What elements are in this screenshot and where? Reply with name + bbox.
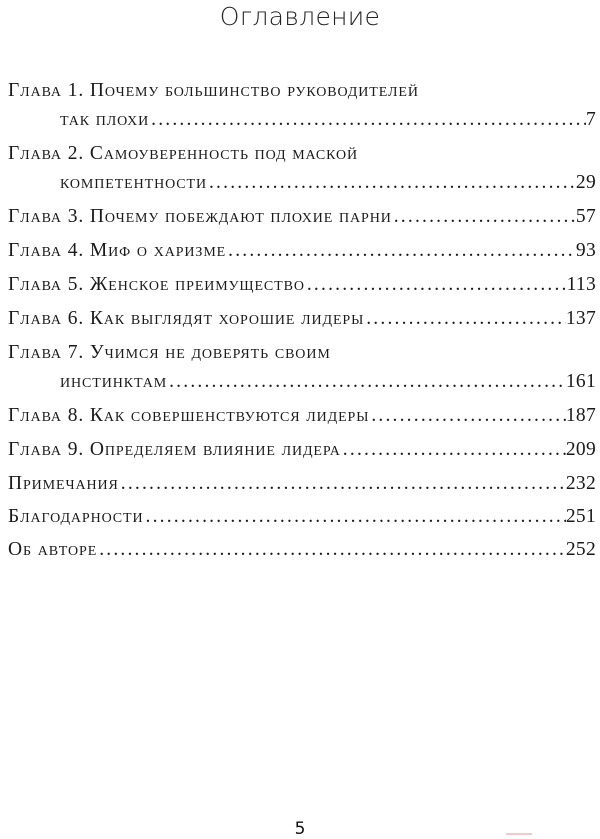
toc-entry-notes[interactable] — [8, 469, 596, 498]
toc-entry-title: Глава 5. Женское преимущество — [8, 274, 305, 295]
dot-leader — [369, 401, 566, 430]
toc-entry-title: Глава 8. Как совершенствуются лидеры — [8, 405, 370, 426]
toc-page-number: 29 — [575, 172, 596, 193]
toc-page-number: 137 — [565, 308, 596, 329]
toc-page-number: 161 — [565, 371, 596, 392]
dot-leader — [305, 270, 567, 299]
toc-entry-chapter-8[interactable] — [8, 401, 596, 430]
toc-entry-chapter-2[interactable] — [8, 139, 596, 197]
toc-entry-title-continuation: компетентности — [60, 172, 207, 193]
toc-entry-title: Благодарности — [8, 506, 144, 527]
page-title: Оглавление — [219, 2, 381, 31]
toc-page-number: 93 — [575, 240, 596, 261]
dot-leader — [119, 469, 566, 498]
toc-entry-chapter-1[interactable] — [8, 76, 596, 134]
toc-page-number: 57 — [575, 206, 596, 227]
toc-entry-title: Глава 6. Как выглядят хорошие лидеры — [8, 308, 365, 329]
toc-entry-title-line: Глава 2. Самоуверенность под маской — [8, 143, 359, 164]
dot-leader — [97, 535, 566, 564]
toc-entry-acknowledgements[interactable] — [8, 502, 596, 531]
toc-entry-title: Глава 4. Миф о харизме — [8, 240, 227, 261]
toc-page-number: 187 — [565, 405, 596, 426]
toc-entry-title: Глава 3. Почему побеждают плохие парни — [8, 206, 392, 227]
dot-leader — [226, 236, 576, 265]
toc-entry-title: Об авторе — [8, 539, 98, 560]
toc-page-number: 251 — [565, 506, 596, 527]
toc-page-number: 7 — [585, 109, 596, 130]
dot-leader — [341, 435, 566, 464]
table-of-contents — [8, 76, 596, 569]
toc-entry-about-author[interactable] — [8, 535, 596, 564]
toc-page-number: 232 — [565, 473, 596, 494]
dot-leader — [149, 105, 586, 134]
toc-entry-chapter-9[interactable] — [8, 435, 596, 464]
toc-entry-chapter-6[interactable] — [8, 304, 596, 333]
toc-entry-chapter-7[interactable] — [8, 338, 596, 396]
toc-entry-chapter-3[interactable] — [8, 202, 596, 231]
toc-page-number: 209 — [565, 439, 596, 460]
toc-entry-title: Глава 9. Определяем влияние лидера — [8, 439, 341, 460]
toc-entry-title-line: Глава 1. Почему большинство руководителей — [8, 80, 419, 101]
toc-entry-title-continuation: так плохи — [60, 109, 150, 130]
toc-entry-title-line: Глава 7. Учимся не доверять своим — [8, 342, 331, 363]
dot-leader — [207, 168, 576, 197]
toc-entry-title: Примечания — [8, 473, 119, 494]
decorative-mark — [506, 833, 532, 835]
dot-leader — [392, 202, 576, 231]
page-number: 5 — [294, 819, 306, 839]
toc-page-number: 113 — [566, 274, 596, 295]
toc-entry-chapter-4[interactable] — [8, 236, 596, 265]
dot-leader — [144, 502, 566, 531]
toc-entry-title-continuation: инстинктам — [60, 371, 168, 392]
toc-entry-chapter-5[interactable] — [8, 270, 596, 299]
dot-leader — [167, 367, 566, 396]
toc-page-number: 252 — [565, 539, 596, 560]
dot-leader — [364, 304, 566, 333]
